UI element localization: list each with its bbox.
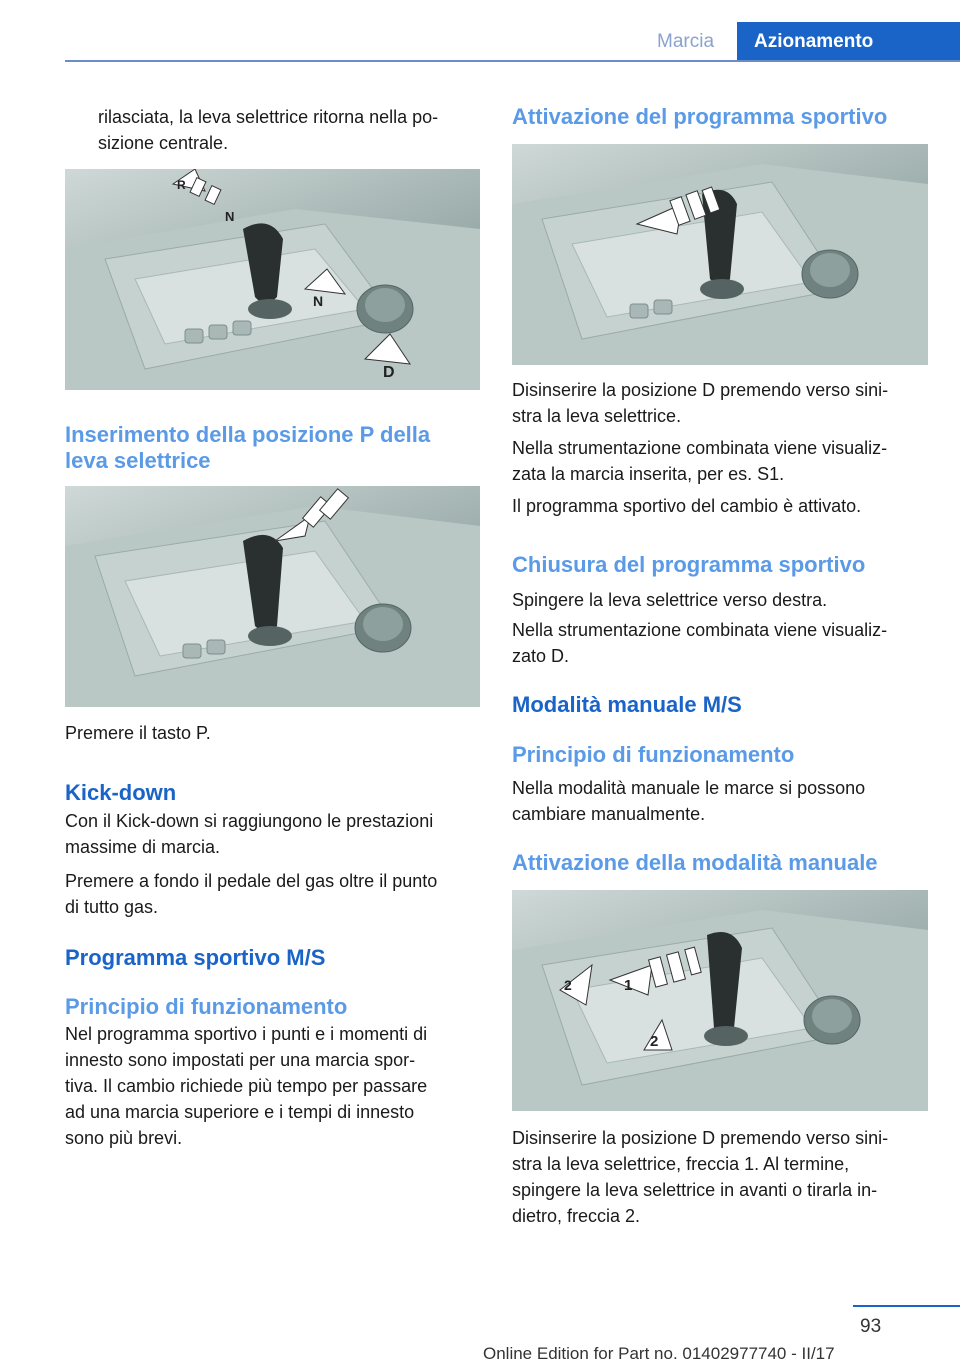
figure-activate-sport (512, 144, 928, 365)
manual-mode-text: Nella modalità manuale le marce si possono cambiare manualmente. (512, 778, 866, 824)
figure-park-button (65, 486, 480, 707)
activate-sport-text-1: Disinserire la posizione D premendo verso sini- stra la leva selettrice. (512, 380, 889, 426)
arrow-label-1: 1 (624, 977, 633, 994)
heading-close-sport: Chiusura del programma sportivo (512, 552, 866, 577)
activate-sport-text-2: Nella strumentazione combinata viene visualiz- zata la marcia inserita, per es. S1. (512, 438, 888, 484)
figure-activate-manual (512, 890, 928, 1111)
intro-paragraph: rilasciata, la leva selettrice ritorna nella po- sizione centrale. (98, 107, 439, 153)
heading-park-position: Inserimento della posizione P della leva selettrice (65, 422, 431, 473)
page-number: 93 (860, 1316, 882, 1337)
header-section-label: Marcia (657, 31, 715, 52)
park-instruction: Premere il tasto P. (65, 723, 211, 743)
heading-principle-right: Principio di funzionamento (512, 742, 795, 767)
activate-manual-text: Disinserire la posizione D premendo verso sini- stra la leva selettrice, freccia 1. Al termine, spingere la leva selettrice in avanti o tirarla in- dietro, freccia 2. (512, 1128, 889, 1226)
close-sport-text-1: Spingere la leva selettrice verso destra. (512, 590, 828, 610)
heading-sport-program: Programma sportivo M/S (65, 945, 326, 970)
footer-rule (853, 1305, 960, 1307)
arrow-label-2-bottom: 2 (650, 1033, 659, 1050)
heading-activate-sport: Attivazione del programma sportivo (512, 104, 888, 129)
figure-selector-positions (65, 169, 480, 390)
activate-sport-text-3: Il programma sportivo del cambio è attivato. (512, 496, 862, 516)
label-d: D (383, 364, 395, 381)
label-n-lower: N (313, 293, 324, 309)
kick-down-text-1: Con il Kick-down si raggiungono le prestazioni massime di marcia. (65, 811, 434, 857)
heading-manual-mode: Modalità manuale M/S (512, 692, 742, 717)
heading-activate-manual: Attivazione della modalità manuale (512, 850, 878, 875)
header-chapter-tab: Azionamento (737, 22, 960, 62)
label-n-upper: N (225, 209, 235, 224)
label-r: R (177, 178, 186, 192)
edition-note: Online Edition for Part no. 01402977740 - II/17 (483, 1344, 835, 1363)
heading-principle-left: Principio di funzionamento (65, 994, 348, 1019)
header-rule (65, 60, 960, 62)
close-sport-text-2: Nella strumentazione combinata viene visualiz- zato D. (512, 620, 888, 666)
kick-down-text-2: Premere a fondo il pedale del gas oltre il punto di tutto gas. (65, 871, 438, 917)
heading-kick-down: Kick-down (65, 780, 177, 805)
arrow-label-2-left: 2 (564, 977, 572, 993)
sport-program-text: Nel programma sportivo i punti e i momenti di innesto sono impostati per una marcia spor- tiva. Il cambio richiede più tempo per passare ad una marcia superiore e i tempi di innesto sono più brevi. (65, 1024, 428, 1148)
